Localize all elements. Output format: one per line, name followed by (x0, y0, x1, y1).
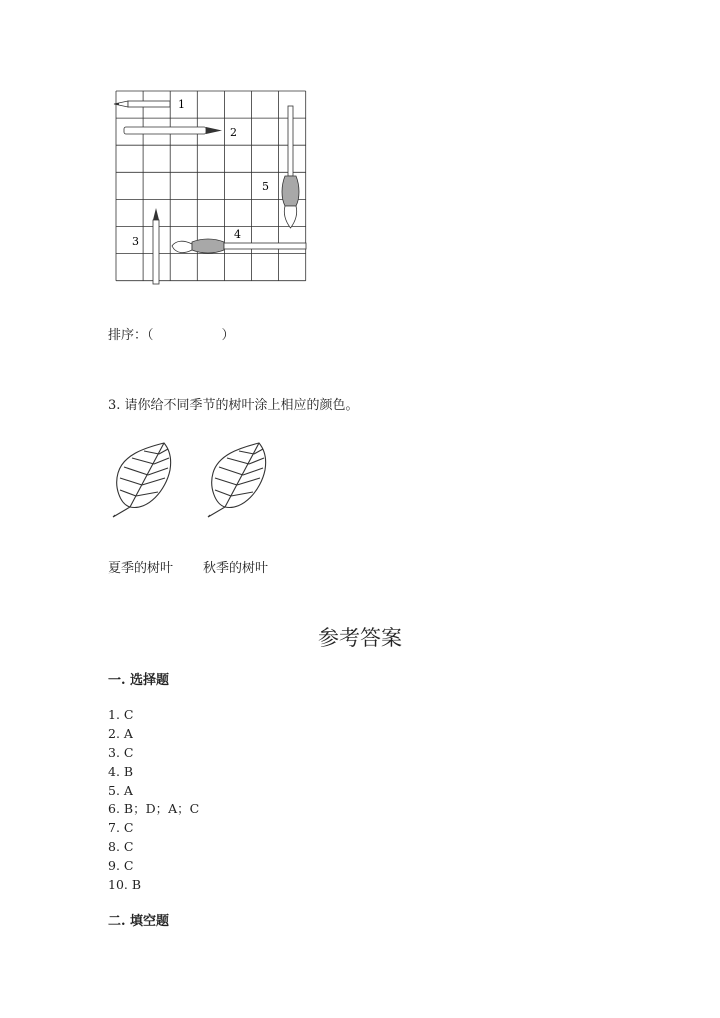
summer-leaf-icon[interactable] (108, 440, 174, 520)
autumn-leaf-icon[interactable] (203, 440, 269, 520)
pencil-2-icon (124, 127, 222, 134)
pencil-3-icon (153, 208, 159, 284)
autumn-leaf-label: 秋季的树叶 (203, 561, 269, 576)
section-1-title: 一. 选择题 (108, 673, 170, 688)
sort-label: 排序： (108, 328, 148, 343)
answer-item: 9. C (108, 858, 134, 874)
summer-leaf-label: 夏季的树叶 (108, 561, 174, 576)
brush-4-icon (172, 239, 306, 253)
label-3: 3 (132, 235, 139, 248)
close-paren: ） (221, 328, 235, 343)
answer-key-title: 参考答案 (318, 626, 402, 650)
answer-item: 6. B；D；A；C (108, 801, 200, 817)
answer-item: 10. B (108, 877, 142, 893)
open-paren: （ (147, 328, 154, 343)
answer-item: 3. C (108, 744, 134, 760)
answer-item: 7. C (108, 820, 134, 836)
pencil-1-icon (114, 101, 170, 107)
answer-item: 4. B (108, 763, 134, 779)
label-4: 4 (234, 228, 241, 241)
section-2-title: 二. 填空题 (108, 914, 170, 929)
answer-item: 5. A (108, 782, 133, 798)
answer-item: 2. A (108, 725, 133, 741)
answer-item: 8. C (108, 839, 134, 855)
sort-answer-line (108, 324, 235, 343)
section-1-answers (108, 706, 199, 895)
grid-figure (110, 86, 310, 288)
label-2: 2 (230, 126, 237, 139)
question-3-text: 3. 请你给不同季节的树叶涂上相应的颜色。 (108, 398, 359, 413)
brush-5-icon (282, 106, 299, 228)
answer-item: 1. C (108, 707, 134, 722)
label-1: 1 (178, 98, 185, 111)
label-5: 5 (262, 180, 269, 193)
